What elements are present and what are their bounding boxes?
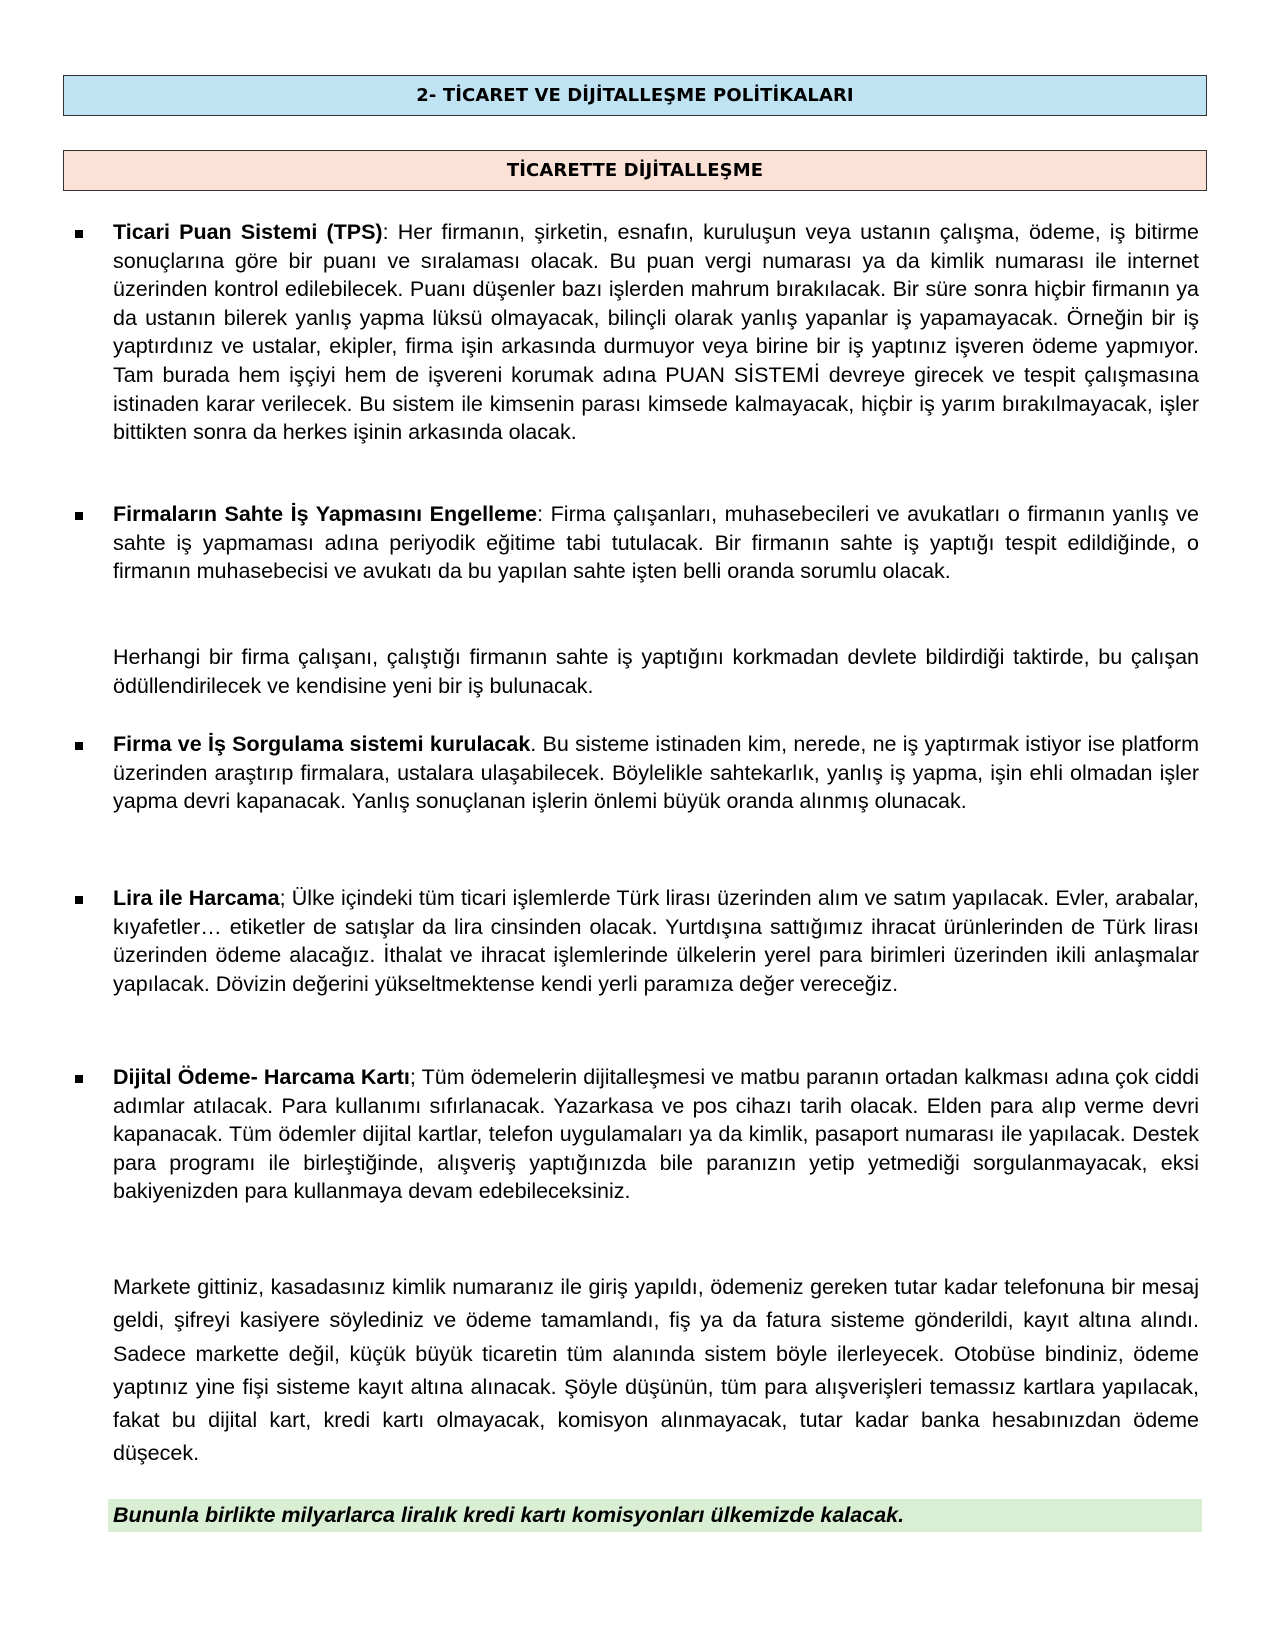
- item-label: Firmaların Sahte İş Yapmasını Engelleme: [113, 502, 538, 526]
- bullet-icon: [75, 742, 83, 750]
- item-label: Dijital Ödeme- Harcama Kartı: [113, 1065, 410, 1089]
- item-text: . Bu sisteme istinaden kim, nerede, ne iş yaptırmak istiyor ise platform üzerinden araştırıp firmalara, ustalara ulaşabilecek. Böylelikle sahtekarlık, yanlış iş yapma, işin ehli olmadan işler yapma devri kapanacak. Yanlış sonuçlanan işlerin önlemi büyük oranda alınmış olunacak.: [113, 732, 1199, 814]
- item-label: Firma ve İş Sorgulama sistemi kurulacak: [113, 732, 531, 756]
- item-text: ; Tüm ödemelerin dijitalleşmesi ve matbu paranın ortadan kalkması adına çok ciddi adımlar atılacak. Para kullanımı sıfırlanacak. Yazarkasa ve pos cihazı tarih olacak. Elden para alıp verme devri kapanacak. Tüm ödemler dijital kartlar, telefon uygulamaları ya da kimlik, pasaport numarası ile yapılacak. Destek para programı ile birleştiğinde, alışveriş yaptığınızda bile paranızın yetip yetmediği sorgulanmayacak, eksi bakiyenizden para kullanmaya devam edebileceksiniz.: [113, 1065, 1199, 1204]
- item-text: : Her firmanın, şirketin, esnafın, kuruluşun veya ustanın çalışma, ödeme, iş bitirme sonuçlarına göre bir puanı ve sıralaması olacak. Bu puan vergi numarası ya da kimlik numarası ile internet üzerinden kontrol edilebilecek. Puanı düşenler bazı işlerden mahrum bırakılacak. Bir süre sonra hiçbir firmanın ya da ustanın bilerek yanlış yapma lüksü olmayacak, bilinçli olarak yanlış yapanlar iş yapamayacak. Örneğin bir iş yaptırdınız ve ustalar, ekipler, firma işin arkasında durmuyor veya birine bir iş yaptınız işveren ödeme yapmıyor. Tam burada hem işçiyi hem de işvereni korumak adına PUAN SİSTEMİ devreye girecek ve tespit çalışmasına istinaden karar verilecek. Bu sistem ile kimsenin parası kimsede kalmayacak, hiçbir iş yarım bırakılmayacak, işler bittikten sonra da herkes işinin arkasında olacak.: [113, 220, 1199, 445]
- paragraph-dijital-odeme: [113, 1063, 1199, 1206]
- bullet-icon: [75, 230, 83, 238]
- paragraph-sorgulama: [113, 730, 1199, 816]
- section-title-banner: [63, 75, 1207, 116]
- section-subtitle: TİCARETTE DİJİTALLEŞME: [506, 160, 764, 181]
- bullet-icon: [75, 896, 83, 904]
- bullet-icon: [75, 512, 83, 520]
- paragraph-sahte-is-extra: [113, 643, 1199, 700]
- item-extra-text: Herhangi bir firma çalışanı, çalıştığı firmanın sahte iş yaptığını korkmadan devlete bildirdiği taktirde, bu çalışan ödüllendirilecek ve kendisine yeni bir iş bulunacak.: [113, 645, 1199, 698]
- paragraph-dijital-odeme-extra: [113, 1271, 1199, 1471]
- item-label: Ticari Puan Sistemi (TPS): [113, 220, 383, 244]
- paragraph-sahte-is: [113, 500, 1199, 586]
- highlight-text: Bununla birlikte milyarlarca liralık kredi kartı komisyonları ülkemizde kalacak.: [113, 1503, 905, 1527]
- paragraph-lira: [113, 884, 1199, 998]
- item-extra-text: Markete gittiniz, kasadasınız kimlik numaranız ile giriş yapıldı, ödemeniz gereken tutar kadar telefonuna bir mesaj geldi, şifreyi kasiyere söylediniz ve ödeme tamamlandı, fiş ya da fatura sisteme gönderildi, kayıt altına alındı. Sadece markette değil, küçük büyük ticaretin tüm alanında sistem böyle ilerleyecek. Otobüse bindiniz, ödeme yaptınız yine fişi sisteme kayıt altına alınacak. Şöyle düşünün, tüm para alışverişleri temassız kartlara yapılacak, fakat bu dijital kart, kredi kartı olmayacak, komisyon alınmayacak, tutar kadar banka hesabınızdan ödeme düşecek.: [113, 1275, 1199, 1466]
- item-text: ; Ülke içindeki tüm ticari işlemlerde Türk lirası üzerinden alım ve satım yapılacak. Evler, arabalar, kıyafetler… etiketler de satışlar da lira cinsinden olacak. Yurtdışına sattığımız ihracat ürünlerinden de Türk lirası üzerinden ödeme alacağız. İthalat ve ihracat işlemlerinde ülkelerin yerel para birimleri üzerinden ikili anlaşmalar yapılacak. Dövizin değerini yükseltmektense kendi yerli paramıza değer vereceğiz.: [113, 886, 1199, 996]
- paragraph-tps: [113, 218, 1199, 447]
- item-label: Lira ile Harcama: [113, 886, 280, 910]
- section-subtitle-banner: [63, 150, 1207, 191]
- item-text: : Firma çalışanları, muhasebecileri ve avukatları o firmanın yanlış ve sahte iş yapmaması adına periyodik eğitime tabi tutulacak. Bir firmanın sahte iş yaptığı tespit edildiğinde, o firmanın muhasebecisi ve avukatı da bu yapılan sahte işten belli oranda sorumlu olacak.: [113, 502, 1199, 584]
- bullet-icon: [75, 1075, 83, 1083]
- section-title: 2- TİCARET VE DİJİTALLEŞME POLİTİKALARI: [416, 85, 854, 106]
